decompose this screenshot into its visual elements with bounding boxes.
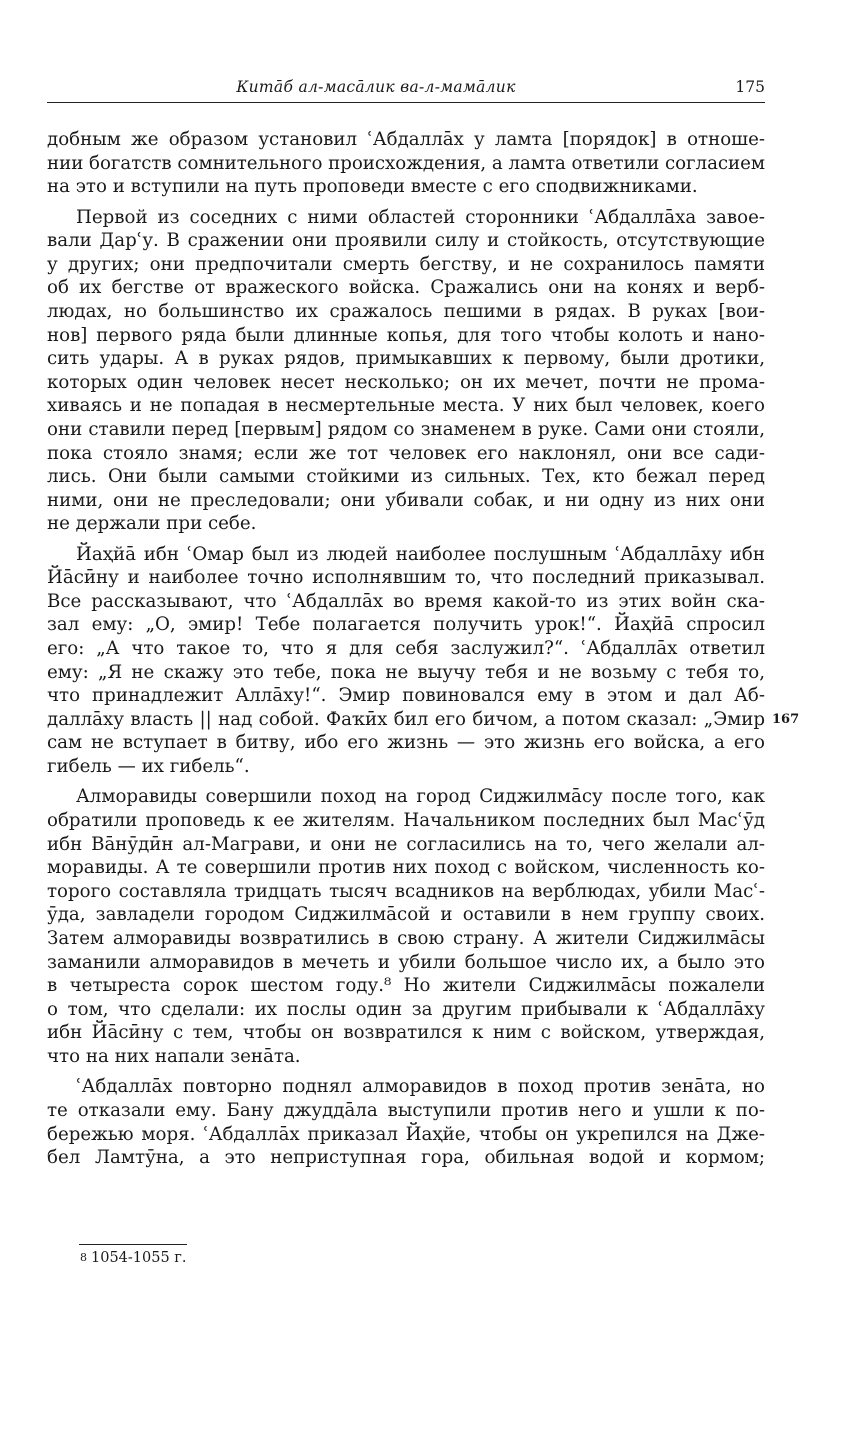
running-head bbox=[47, 74, 765, 100]
text-line: о том, что сделали: их послы один за другим прибывали к ʿАбдаллāху bbox=[47, 998, 765, 1020]
text-line: пока стояло знамя; если же тот человек его наклонял, они все сади- bbox=[47, 442, 766, 464]
text-line: что принадлежит Аллāху!“. Эмир повиновался ему в этом и дал Аб- bbox=[47, 685, 766, 707]
running-title: Китāб ал-масāлик ва-л-мамāлик bbox=[236, 78, 516, 96]
text-line: бел Ламтӯна, а это неприступная гора, обильная водой и кормом; bbox=[47, 1147, 765, 1169]
text-line: Затем алморавиды возвратились в свою страну. А жители Сиджилмāсы bbox=[47, 927, 766, 949]
text-line: обратили проповедь к ее жителям. Начальником последних был Масʿӯд bbox=[47, 810, 765, 832]
text-line: Йаҳйā ибн ʿОмар был из людей наиболее послушным ʿАбдаллāху ибн bbox=[76, 543, 765, 565]
text-line: нов] первого ряда были длинные копья, для того чтобы колоть и нано- bbox=[47, 324, 765, 346]
paragraph bbox=[47, 785, 765, 1068]
margin-page-reference: 167 bbox=[772, 711, 800, 727]
text-line: даллāху власть || над собой. Фаҡӣх бил его бичом, а потом сказал: „Эмир bbox=[47, 708, 766, 730]
text-line: ӯда, завладели городом Сиджилмāсой и оставили в нем группу своих. bbox=[47, 904, 766, 926]
text-line: в четыреста сорок шестом году.⁸ Но жители Сиджилмāсы пожалели bbox=[47, 975, 766, 997]
page-number: 175 bbox=[735, 78, 765, 96]
text-line: заманили алморавидов в мечеть и убили большое число их, а было это bbox=[47, 951, 765, 973]
text-line: нии богатств сомнительного происхождения, а ламта ответили согласием bbox=[47, 152, 765, 174]
paragraph bbox=[47, 128, 765, 199]
text-line: гибель — их гибель“. bbox=[47, 756, 250, 778]
text-line: ибн Йāсӣну с тем, чтобы он возвратился к ним с войском, утверждая, bbox=[47, 1022, 766, 1044]
text-line: которых один человек несет несколько; он их мечет, почти не прома- bbox=[47, 371, 765, 393]
text-line: Йāсӣну и наиболее точно исполнявшим то, что последний приказывал. bbox=[47, 567, 765, 589]
text-line: у других; они предпочитали смерть бегству, и не сохранилось памяти bbox=[47, 253, 766, 275]
text-line: вали Дарʿу. В сражении они проявили силу и стойкость, отсутствующие bbox=[47, 230, 766, 252]
text-line: Все рассказывают, что ʿАбдаллāх во время какой-то из этих войн ска- bbox=[47, 590, 765, 612]
text-line: те отказали ему. Бану джуддāла выступили против него и ушли к по- bbox=[47, 1099, 765, 1121]
text-line: сить удары. А в руках рядов, примыкавших к первому, были дротики, bbox=[47, 348, 765, 370]
text-line: на это и вступили на путь проповеди вместе с его сподвижниками. bbox=[47, 176, 698, 198]
text-line: бережью моря. ʿАбдаллāх приказал Йаҳйе, чтобы он укрепился на Дже- bbox=[47, 1123, 765, 1145]
header-rule bbox=[47, 102, 765, 103]
text-line: торого составляла тридцать тысяч всадников на верблюдах, убили Масʿ- bbox=[47, 880, 766, 902]
text-line: зал ему: „О, эмир! Тебе полагается получить урок!“. Йаҳйā спросил bbox=[47, 614, 766, 636]
text-line: об их бегстве от вражеского войска. Сражались они на конях и верб- bbox=[47, 277, 765, 299]
text-line: его: „А что такое то, что я для себя заслужил?“. ʿАбдаллāх ответил bbox=[47, 638, 766, 660]
text-line: добным же образом установил ʿАбдаллāх у ламта [порядок] в отноше- bbox=[47, 129, 765, 150]
text-line: людах, но большинство их сражалось пешими в рядах. В руках [вои- bbox=[47, 300, 765, 322]
paragraph bbox=[47, 206, 765, 536]
text-line: Первой из соседних с ними областей сторонники ʿАбдаллāха завое- bbox=[76, 206, 765, 228]
footnote-marker: 8 bbox=[80, 1251, 87, 1264]
body-text bbox=[47, 128, 765, 1177]
text-line: они ставили перед [первым] рядом со знаменем в руке. Сами они стояли, bbox=[47, 418, 765, 440]
paragraph bbox=[47, 1075, 765, 1169]
text-line: хиваясь и не попадая в несмертельные места. У них был человек, коего bbox=[47, 395, 765, 417]
paragraph bbox=[47, 543, 765, 779]
text-line: не держали при себе. bbox=[47, 513, 257, 535]
text-line: ʿАбдаллāх повторно поднял алморавидов в поход против зенāта, но bbox=[76, 1076, 765, 1098]
text-line: Алморавиды совершили поход на город Сиджилмāсу после того, как bbox=[76, 786, 765, 808]
footnote bbox=[80, 1250, 187, 1266]
text-line: что на них напали зенāта. bbox=[47, 1045, 301, 1067]
text-line: сам не вступает в битву, ибо его жизнь — это жизнь его войска, а его bbox=[47, 732, 765, 754]
text-line: ибн Вāнӯдӣн ал-Маграви, и они не согласились на то, чего желали ал- bbox=[47, 833, 765, 855]
footnote-rule bbox=[79, 1244, 187, 1245]
text-line: ему: „Я не скажу это тебе, пока не выучу тебя и не возьму с тебя то, bbox=[47, 661, 765, 683]
text-line: ними, они не преследовали; они убивали собак, и ни одну из них они bbox=[47, 489, 765, 511]
text-line: моравиды. А те совершили против них поход с войском, численность ко- bbox=[47, 857, 765, 879]
text-line: лись. Они были самыми стойкими из сильных. Тех, кто бежал перед bbox=[47, 466, 765, 488]
footnote-text: 1054-1055 г. bbox=[91, 1250, 187, 1266]
